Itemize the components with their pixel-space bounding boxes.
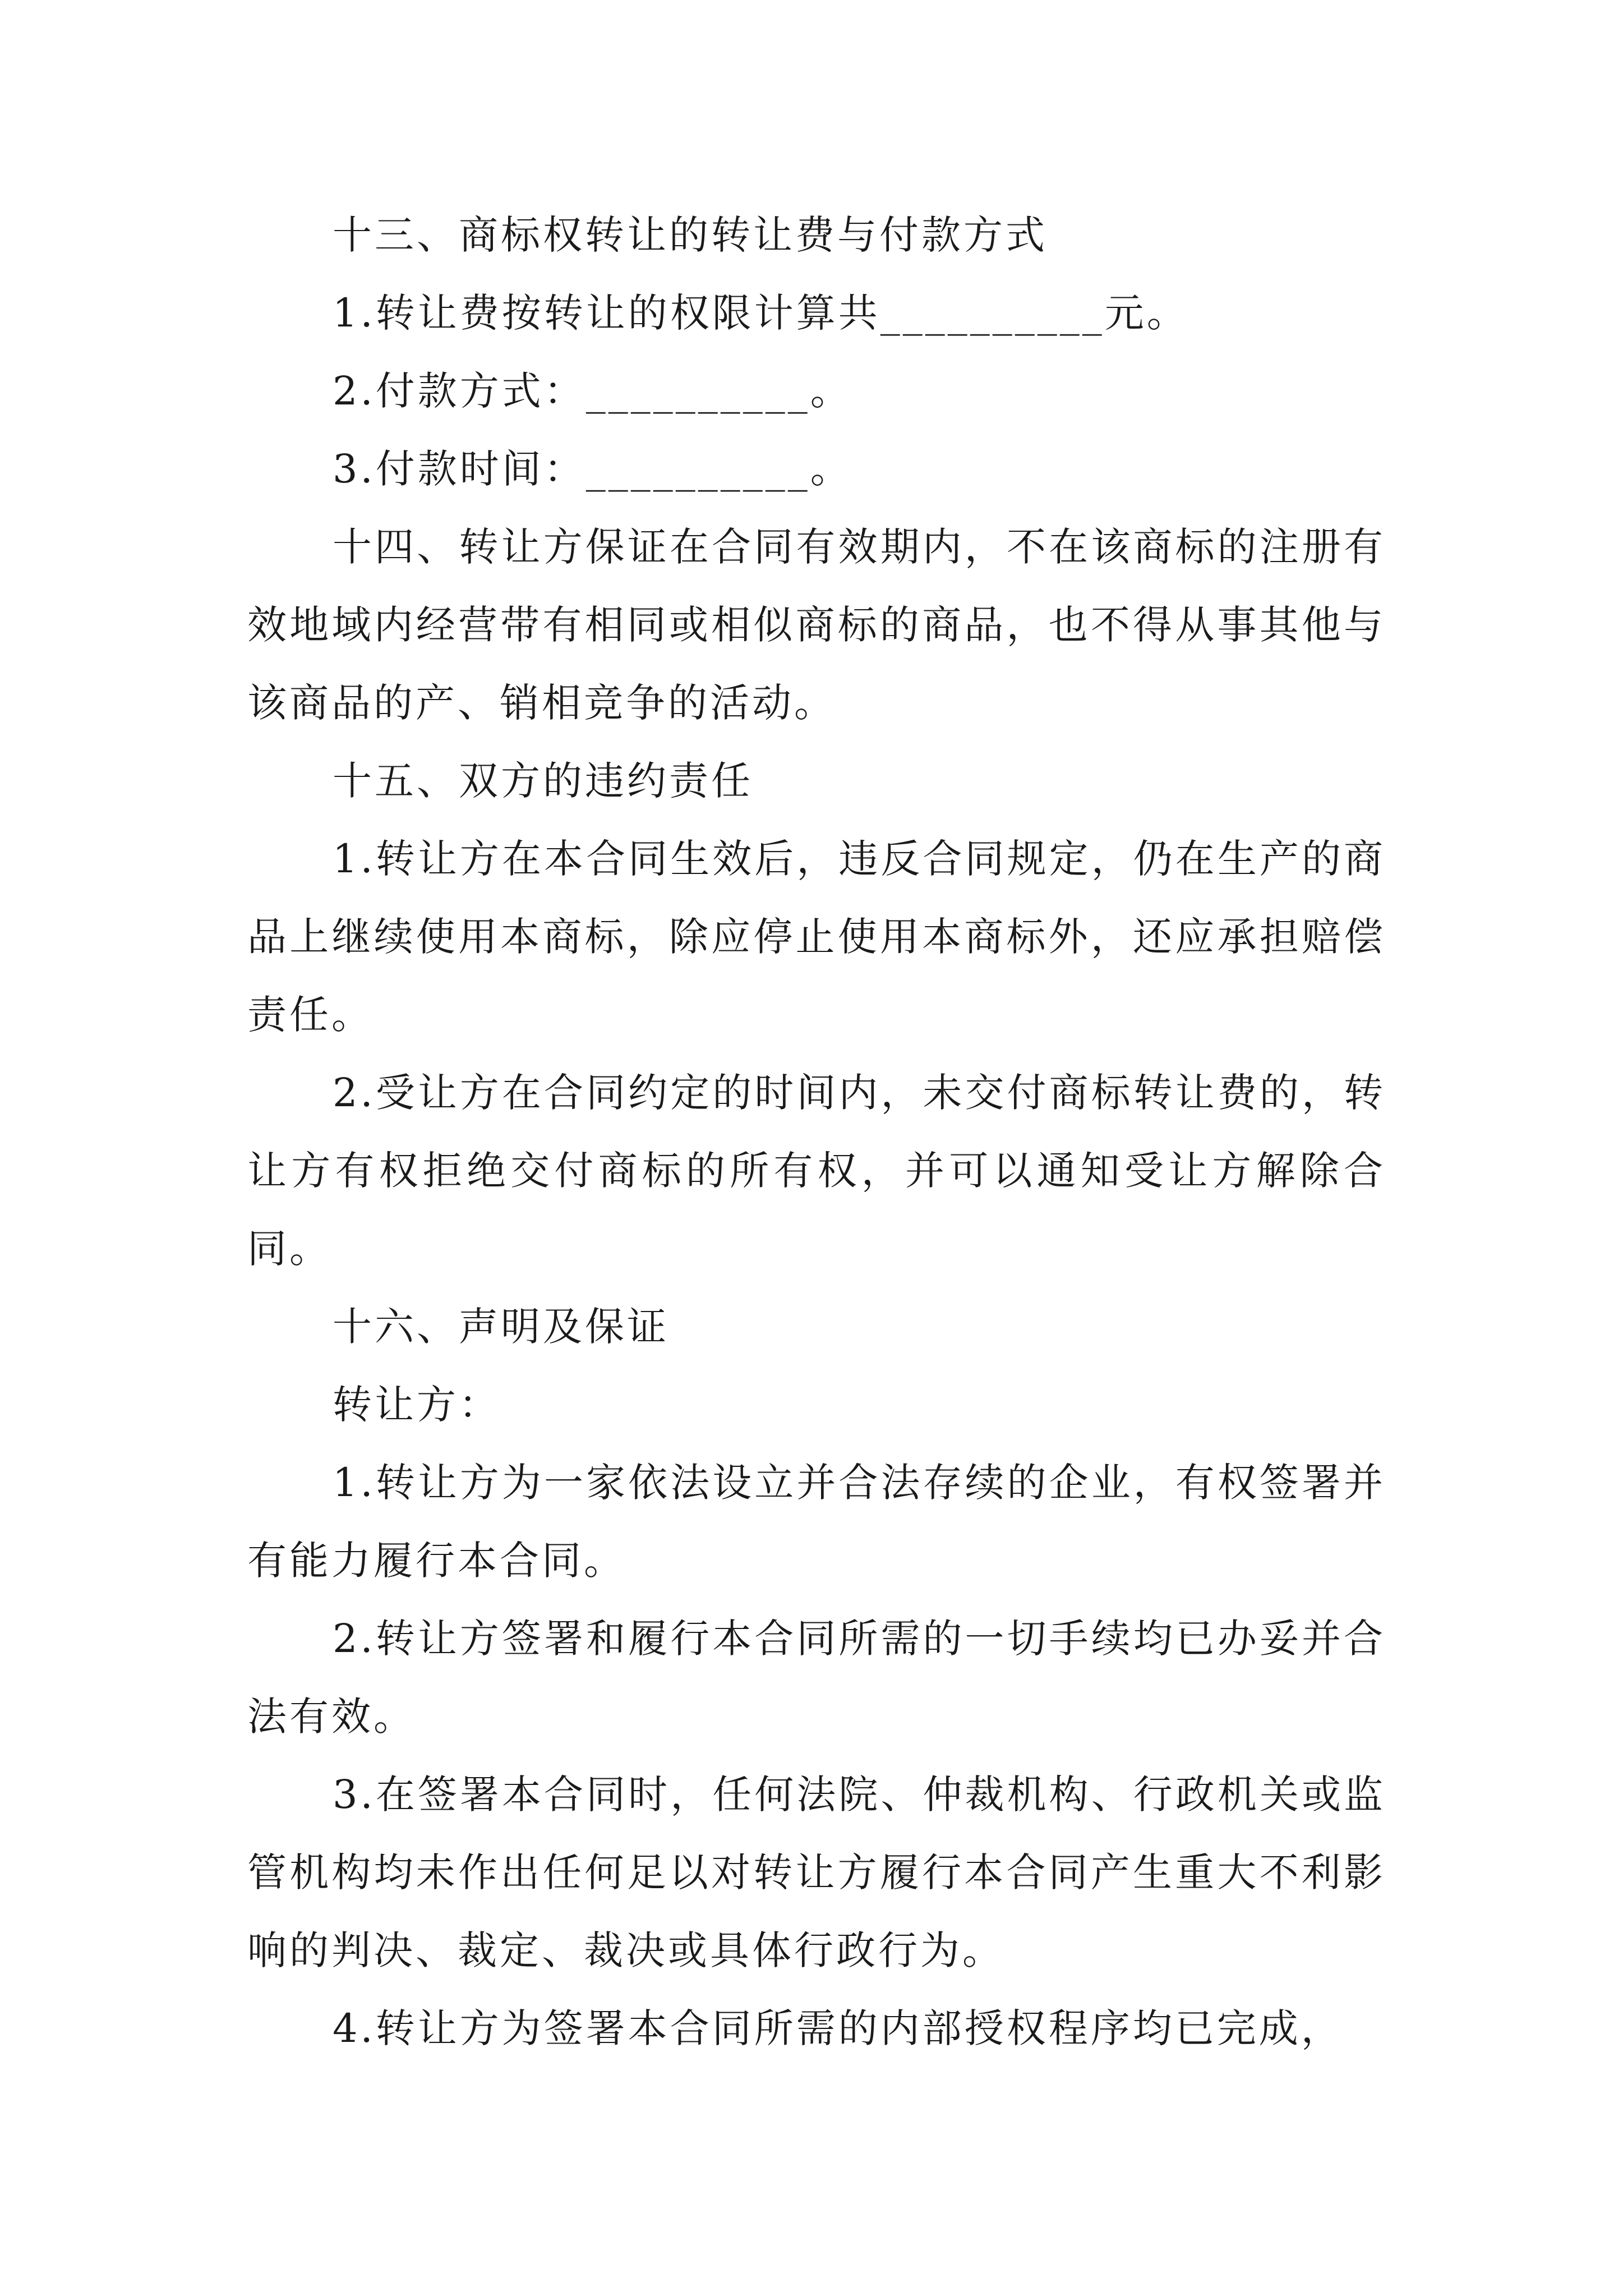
section-heading-13: 十三、商标权转让的转让费与付款方式 [333,212,1048,258]
clause-16-3: 3.在签署本合同时，任何法院、仲裁机构、行政机关或监管机构均未作出任何足以对转让方履行本合同产生重大不利影响的判决、裁定、裁决或具体行政行为。 [247,1772,1386,1973]
clause-16-2: 2.转让方签署和履行本合同所需的一切手续均已办妥并合法有效。 [247,1616,1386,1740]
clause-16-4: 4.转让方为签署本合同所需的内部授权程序均已完成， [333,2005,1343,2051]
clause-16-1: 1.转让方为一家依法设立并合法存续的企业，有权签署并有能力履行本合同。 [247,1460,1386,1584]
section-14-paragraph: 十四、转让方保证在合同有效期内，不在该商标的注册有效地域内经营带有相同或相似商标的商品，也不得从事其他与该商品的产、销相竞争的活动。 [247,524,1386,726]
section-heading-15: 十五、双方的违约责任 [333,758,753,804]
clause-13-1-transfer-fee: 1.转让费按转让的权限计算共__________元。 [333,290,1189,336]
clause-15-2: 2.受让方在合同约定的时间内，未交付商标转让费的，转让方有权拒绝交付商标的所有权，并可以通知受让方解除合同。 [247,1070,1386,1272]
clause-13-2-payment-method: 2.付款方式：__________。 [333,368,852,414]
transferor-label: 转让方： [333,1382,501,1428]
clause-15-1: 1.转让方在本合同生效后，违反合同规定，仍在生产的商品上继续使用本商标，除应停止使用本商标外，还应承担赔偿责任。 [247,836,1386,1038]
document-body [247,196,1386,2068]
section-heading-16: 十六、声明及保证 [333,1304,669,1350]
clause-13-3-payment-time: 3.付款时间：__________。 [333,446,852,492]
